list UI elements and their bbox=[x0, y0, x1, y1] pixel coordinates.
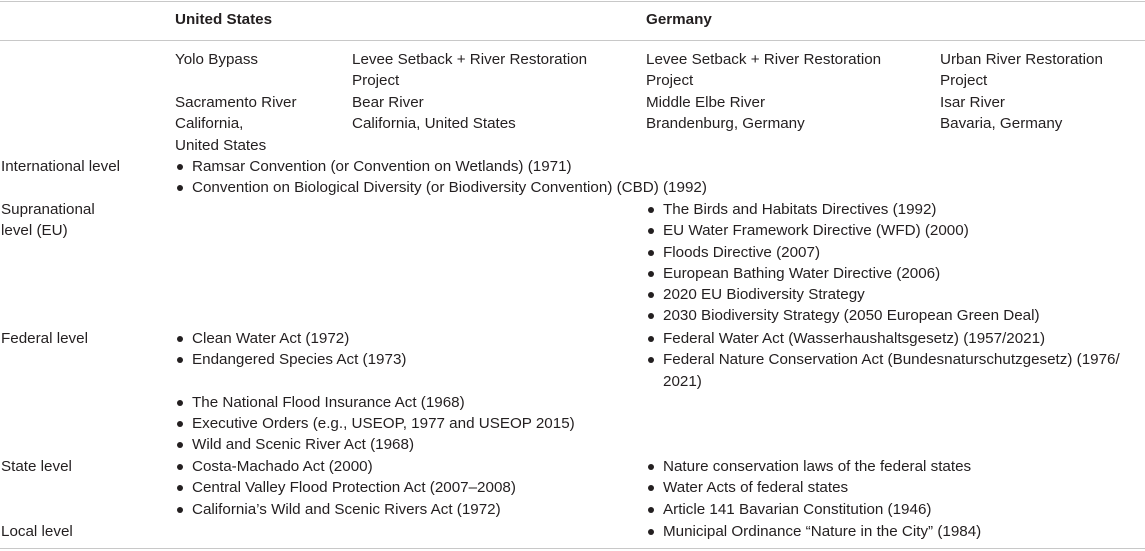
project-location-elbe: Middle Elbe River Brandenburg, Germany bbox=[646, 94, 805, 133]
local-germany-list bbox=[646, 521, 1141, 542]
header-rule bbox=[0, 40, 1145, 41]
project-name-isar: Urban River Restoration Project bbox=[940, 51, 1103, 90]
bullet-icon bbox=[177, 336, 183, 342]
supranational-germany-list bbox=[646, 199, 1141, 327]
state-germany-list bbox=[646, 456, 1141, 520]
federal-us-list bbox=[175, 328, 635, 456]
bullet-icon bbox=[177, 485, 183, 491]
bullet-icon bbox=[648, 507, 654, 513]
bullet-icon bbox=[648, 271, 654, 277]
bullet-icon bbox=[648, 250, 654, 256]
header-germany: Germany bbox=[646, 11, 712, 28]
bullet-icon bbox=[648, 207, 654, 213]
state-us-list bbox=[175, 456, 635, 520]
table-bottom-rule bbox=[0, 548, 1145, 549]
list-item: Federal Water Act (Wasserhaushaltsgesetz) (1957/2021) bbox=[646, 328, 1124, 349]
project-location-isar: Isar River Bavaria, Germany bbox=[940, 94, 1063, 133]
bullet-icon bbox=[177, 400, 183, 406]
row-label-federal: Federal level bbox=[1, 330, 88, 347]
bullet-icon bbox=[648, 228, 654, 234]
bullet-icon bbox=[177, 357, 183, 363]
list-item: Central Valley Flood Protection Act (2007–2008) bbox=[175, 477, 635, 498]
list-item: Convention on Biological Diversity (or Biodiversity Convention) (CBD) (1992) bbox=[175, 177, 1075, 198]
list-item: 2030 Biodiversity Strategy (2050 European Green Deal) bbox=[646, 305, 1141, 326]
bullet-icon bbox=[177, 442, 183, 448]
row-label-international: International level bbox=[1, 158, 121, 175]
list-item: Clean Water Act (1972) bbox=[175, 328, 635, 349]
list-item: Costa-Machado Act (2000) bbox=[175, 456, 635, 477]
list-item: Executive Orders (e.g., USEOP, 1977 and USEOP 2015) bbox=[175, 413, 635, 434]
list-item: California’s Wild and Scenic Rivers Act (1972) bbox=[175, 499, 635, 520]
project-name-bear: Levee Setback + River Restoration Project bbox=[352, 51, 588, 90]
list-item: Floods Directive (2007) bbox=[646, 242, 1141, 263]
bullet-icon bbox=[177, 464, 183, 470]
bullet-icon bbox=[648, 357, 654, 363]
list-item: The National Flood Insurance Act (1968) bbox=[175, 392, 635, 413]
list-item: Article 141 Bavarian Constitution (1946) bbox=[646, 499, 1141, 520]
list-item: Water Acts of federal states bbox=[646, 477, 1141, 498]
list-item: 2020 EU Biodiversity Strategy bbox=[646, 284, 1141, 305]
table-top-rule bbox=[0, 1, 1145, 2]
project-location-yolo: Sacramento River California, United States bbox=[175, 94, 297, 154]
list-item-spacer bbox=[175, 371, 635, 392]
bullet-icon bbox=[648, 529, 654, 535]
federal-germany-list bbox=[646, 328, 1124, 392]
international-treaties-list bbox=[175, 156, 1075, 199]
list-item: Federal Nature Conservation Act (Bundesnaturschutzgesetz) (1976/ 2021) bbox=[646, 349, 1124, 392]
list-item: Nature conservation laws of the federal states bbox=[646, 456, 1141, 477]
list-item: Ramsar Convention (or Convention on Wetlands) (1971) bbox=[175, 156, 1075, 177]
list-item: The Birds and Habitats Directives (1992) bbox=[646, 199, 1141, 220]
list-item: European Bathing Water Directive (2006) bbox=[646, 263, 1141, 284]
project-location-bear: Bear River California, United States bbox=[352, 94, 516, 133]
project-name-yolo: Yolo Bypass bbox=[175, 51, 259, 68]
list-item: Wild and Scenic River Act (1968) bbox=[175, 434, 635, 455]
bullet-icon bbox=[177, 507, 183, 513]
bullet-icon bbox=[648, 485, 654, 491]
bullet-icon bbox=[648, 336, 654, 342]
bullet-icon bbox=[177, 421, 183, 427]
list-item: Endangered Species Act (1973) bbox=[175, 349, 635, 370]
bullet-icon bbox=[177, 185, 183, 191]
bullet-icon bbox=[177, 164, 183, 170]
row-label-state: State level bbox=[1, 458, 72, 475]
bullet-icon bbox=[648, 292, 654, 298]
row-label-supranational: Supranational level (EU) bbox=[1, 201, 95, 240]
row-label-local: Local level bbox=[1, 523, 73, 540]
list-item: Municipal Ordinance “Nature in the City” (1984) bbox=[646, 521, 1141, 542]
project-name-elbe: Levee Setback + River Restoration Project bbox=[646, 51, 882, 90]
list-item: EU Water Framework Directive (WFD) (2000) bbox=[646, 220, 1141, 241]
bullet-icon bbox=[648, 464, 654, 470]
bullet-icon bbox=[648, 313, 654, 319]
header-united-states: United States bbox=[175, 11, 273, 28]
